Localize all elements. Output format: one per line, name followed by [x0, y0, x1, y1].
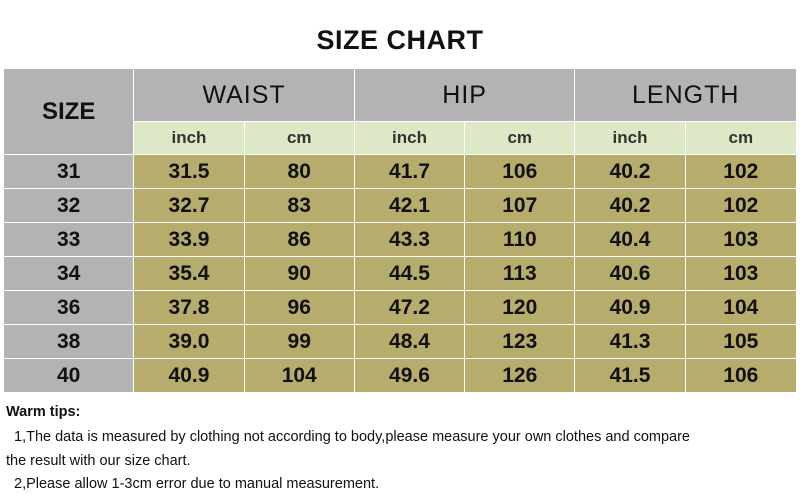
table-row	[4, 189, 797, 223]
table-header-row-groups	[4, 69, 797, 122]
cell-length-cm: 103	[685, 257, 796, 291]
row-size-label: 32	[4, 189, 134, 223]
table-row	[4, 325, 797, 359]
cell-hip-inch: 41.7	[354, 155, 464, 189]
cell-hip-cm: 120	[465, 291, 575, 325]
cell-waist-inch: 37.8	[134, 291, 244, 325]
cell-waist-inch: 32.7	[134, 189, 244, 223]
table-body	[4, 155, 797, 393]
cell-hip-cm: 107	[465, 189, 575, 223]
warm-tips-section	[0, 397, 800, 497]
cell-waist-cm: 99	[244, 325, 354, 359]
cell-hip-inch: 44.5	[354, 257, 464, 291]
cell-waist-inch: 40.9	[134, 359, 244, 393]
table-row	[4, 257, 797, 291]
header-unit-hip-cm: cm	[465, 122, 575, 155]
row-size-label: 38	[4, 325, 134, 359]
header-group-hip: HIP	[354, 69, 575, 122]
page-title: SIZE CHART	[316, 25, 484, 55]
header-unit-waist-cm: cm	[244, 122, 354, 155]
cell-waist-cm: 90	[244, 257, 354, 291]
header-unit-length-inch: inch	[575, 122, 685, 155]
warm-tips-line-3: 2,Please allow 1-3cm error due to manual measurement.	[14, 476, 380, 493]
cell-length-cm: 102	[685, 189, 796, 223]
cell-waist-inch: 31.5	[134, 155, 244, 189]
cell-hip-cm: 106	[465, 155, 575, 189]
cell-hip-cm: 110	[465, 223, 575, 257]
cell-waist-cm: 83	[244, 189, 354, 223]
cell-waist-inch: 33.9	[134, 223, 244, 257]
cell-length-cm: 105	[685, 325, 796, 359]
cell-hip-inch: 43.3	[354, 223, 464, 257]
cell-hip-cm: 126	[465, 359, 575, 393]
header-unit-hip-inch: inch	[354, 122, 464, 155]
table-row	[4, 155, 797, 189]
table-row	[4, 359, 797, 393]
warm-tips-heading: Warm tips:	[6, 404, 81, 420]
table-row	[4, 223, 797, 257]
cell-length-inch: 40.2	[575, 155, 685, 189]
warm-tips-line-2: the result with our size chart.	[6, 452, 191, 469]
header-group-waist: WAIST	[134, 69, 355, 122]
header-unit-length-cm: cm	[685, 122, 796, 155]
cell-length-inch: 40.9	[575, 291, 685, 325]
row-size-label: 40	[4, 359, 134, 393]
cell-hip-inch: 48.4	[354, 325, 464, 359]
cell-length-inch: 40.2	[575, 189, 685, 223]
header-unit-waist-inch: inch	[134, 122, 244, 155]
row-size-label: 31	[4, 155, 134, 189]
cell-length-cm: 104	[685, 291, 796, 325]
cell-length-inch: 41.3	[575, 325, 685, 359]
size-chart-table	[3, 68, 797, 393]
cell-length-cm: 102	[685, 155, 796, 189]
cell-length-cm: 103	[685, 223, 796, 257]
cell-waist-inch: 35.4	[134, 257, 244, 291]
cell-waist-cm: 80	[244, 155, 354, 189]
row-size-label: 36	[4, 291, 134, 325]
cell-waist-inch: 39.0	[134, 325, 244, 359]
cell-hip-inch: 49.6	[354, 359, 464, 393]
cell-length-inch: 40.4	[575, 223, 685, 257]
table-head	[4, 69, 797, 155]
cell-hip-cm: 113	[465, 257, 575, 291]
row-size-label: 34	[4, 257, 134, 291]
table-row	[4, 291, 797, 325]
header-group-length: LENGTH	[575, 69, 797, 122]
cell-length-cm: 106	[685, 359, 796, 393]
cell-waist-cm: 104	[244, 359, 354, 393]
cell-length-inch: 40.6	[575, 257, 685, 291]
cell-hip-cm: 123	[465, 325, 575, 359]
cell-length-inch: 41.5	[575, 359, 685, 393]
row-size-label: 33	[4, 223, 134, 257]
cell-hip-inch: 42.1	[354, 189, 464, 223]
cell-waist-cm: 86	[244, 223, 354, 257]
cell-waist-cm: 96	[244, 291, 354, 325]
header-size: SIZE	[4, 69, 134, 155]
warm-tips-line-1: 1,The data is measured by clothing not according to body,please measure your own clothes and compare	[14, 429, 690, 446]
cell-hip-inch: 47.2	[354, 291, 464, 325]
